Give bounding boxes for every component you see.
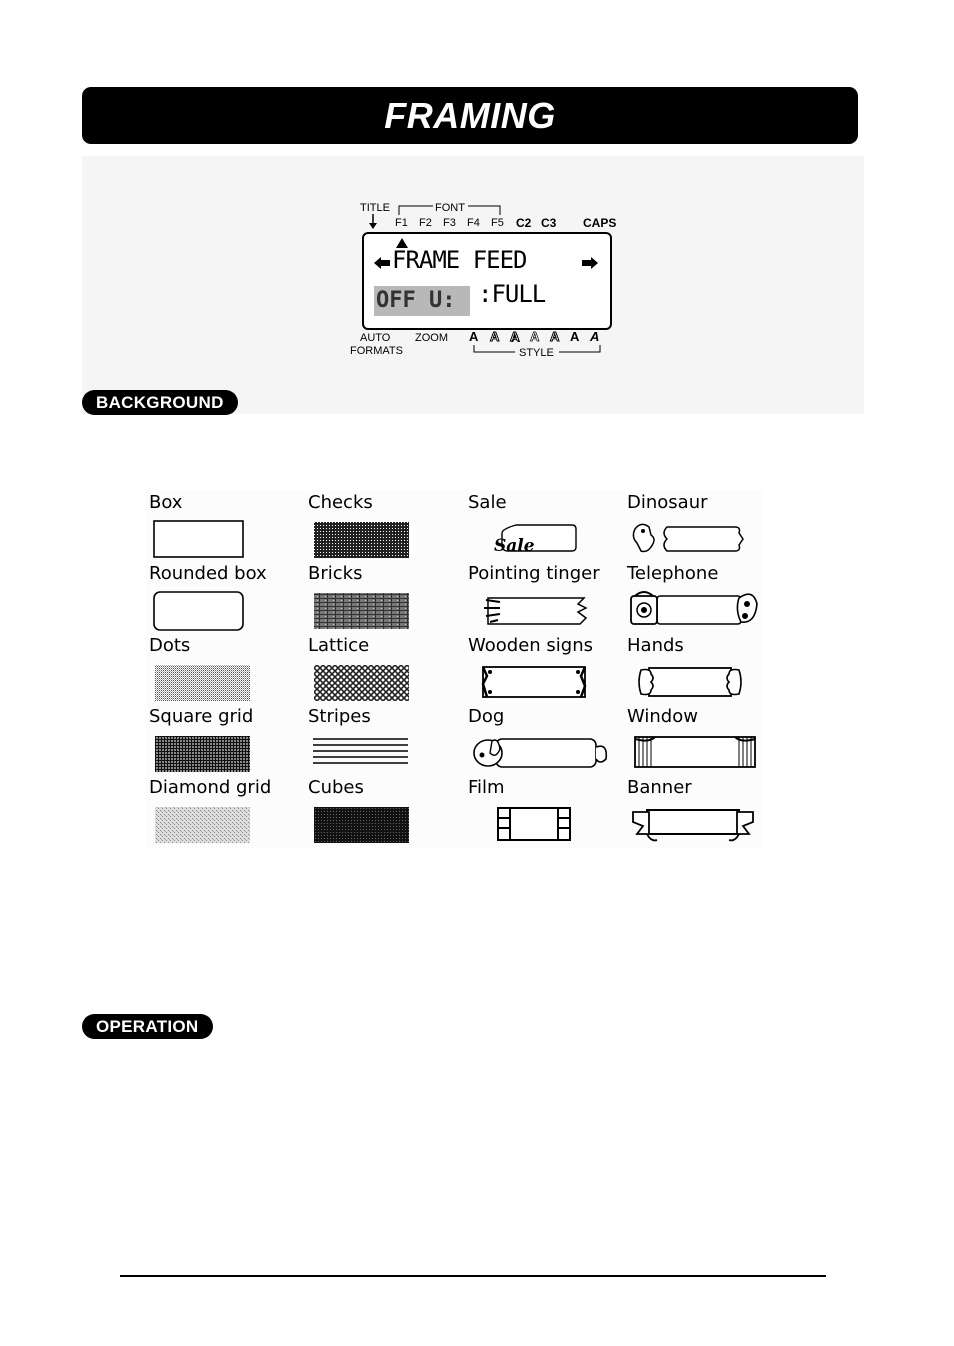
page-title-bar: [82, 87, 858, 144]
lcd-style-label: STYLE: [519, 347, 554, 359]
lcd-zoom-label: ZOOM: [415, 332, 448, 344]
square-grid-pattern-icon: [149, 733, 289, 775]
frame-label: Square grid: [149, 706, 254, 727]
sale-tag-icon: [468, 519, 608, 561]
style-glyph-outline: A: [490, 329, 500, 344]
window-frame-icon: [627, 733, 767, 775]
lcd-f5-label: F5: [491, 217, 504, 229]
frame-label: Stripes: [308, 706, 371, 727]
section-badge-operation: OPERATION: [82, 1014, 213, 1039]
lcd-c2-label: C2: [516, 216, 532, 230]
style-glyph-bold: A: [570, 329, 580, 344]
frame-label: Cubes: [308, 777, 364, 798]
diamond-grid-pattern-icon: [149, 804, 289, 846]
lcd-caps-label: CAPS: [583, 216, 617, 230]
frame-label: Pointing tinger: [468, 563, 600, 584]
lcd-auto-label: AUTO: [360, 332, 391, 344]
wooden-sign-icon: [468, 662, 608, 704]
cubes-pattern-icon: [308, 804, 448, 846]
frame-label: Telephone: [627, 563, 719, 584]
frame-label: Checks: [308, 492, 373, 513]
frame-label: Dots: [149, 635, 191, 656]
page-title: FRAMING: [384, 94, 556, 136]
frame-label: Box: [149, 492, 183, 513]
frame-label: Lattice: [308, 635, 370, 656]
style-glyph-solid: A: [550, 329, 560, 344]
frame-label: Film: [468, 777, 505, 798]
lcd-f3-label: F3: [443, 217, 456, 229]
style-glyphs: [469, 329, 609, 345]
pointing-finger-icon: [468, 590, 608, 632]
frames-grid: [146, 490, 762, 848]
lcd-f2-label: F2: [419, 217, 432, 229]
bricks-pattern-icon: [308, 590, 448, 632]
style-glyph-shadow: A: [510, 329, 520, 344]
right-arrow-icon: [582, 256, 598, 270]
frame-label: Dinosaur: [627, 492, 708, 513]
frame-label: Window: [627, 706, 698, 727]
telephone-frame-icon: [627, 590, 767, 632]
dinosaur-frame-icon: [627, 519, 767, 561]
checks-pattern-icon: [308, 519, 448, 561]
dog-frame-icon: [468, 733, 608, 775]
stripes-pattern-icon: [308, 733, 448, 775]
lcd-font-label: FONT: [435, 202, 465, 214]
lcd-title-label: TITLE: [360, 202, 390, 214]
svg-text:Sale: Sale: [494, 536, 535, 556]
lcd-f4-label: F4: [467, 217, 480, 229]
lcd-c3-label: C3: [541, 216, 557, 230]
left-arrow-icon: [374, 256, 390, 270]
frame-label: Bricks: [308, 563, 363, 584]
style-glyph-frame: A: [530, 329, 540, 344]
frame-label: Dog: [468, 706, 505, 727]
style-glyph-italic: A: [590, 329, 600, 344]
style-glyph-normal: A: [469, 329, 479, 344]
frame-label: Sale: [468, 492, 507, 513]
section-badge-background: BACKGROUND: [82, 390, 238, 415]
hands-frame-icon: [627, 662, 767, 704]
lcd-formats-label: FORMATS: [350, 345, 403, 357]
dots-pattern-icon: [149, 662, 289, 704]
footer-rule: [120, 1275, 826, 1277]
lcd-line-1: FRAME FEED: [392, 246, 527, 274]
frame-label: Rounded box: [149, 563, 267, 584]
lcd-screen: [362, 232, 612, 330]
frame-label: Wooden signs: [468, 635, 593, 656]
box-frame-icon: [149, 519, 289, 561]
banner-frame-icon: [627, 804, 767, 846]
lcd-line-2-value: :FULL: [478, 280, 546, 308]
frame-label: Hands: [627, 635, 684, 656]
film-frame-icon: [468, 804, 608, 846]
frame-label: Banner: [627, 777, 692, 798]
lcd-f1-label: F1: [395, 217, 408, 229]
lcd-illustration: [82, 156, 864, 414]
lcd-inverse-text: OFF U:: [374, 286, 470, 316]
lattice-pattern-icon: [308, 662, 448, 704]
rounded-box-frame-icon: [149, 590, 289, 632]
down-arrow-icon: [368, 214, 378, 230]
frame-label: Diamond grid: [149, 777, 272, 798]
